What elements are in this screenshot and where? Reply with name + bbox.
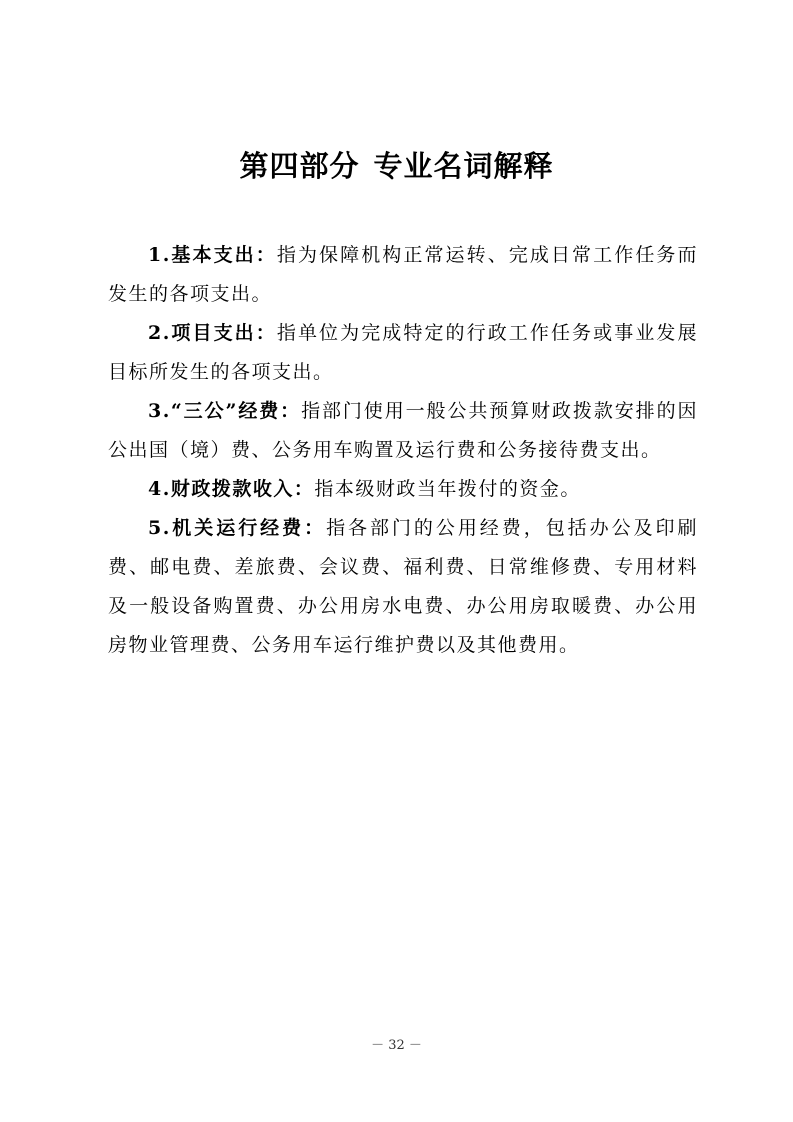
title-name: 专业名词解释 <box>373 149 554 183</box>
definition-text: 指部门使用一般公共预算财政拨款安排的因公出国（境）费、公务用车购置及运行费和公务接待费支出。 <box>108 400 698 461</box>
definition-fiscal-appropriation-income <box>108 470 698 509</box>
definition-basic-expenditure <box>108 236 698 314</box>
definition-text: 指单位为完成特定的行政工作任务或事业发展目标所发生的各项支出。 <box>108 322 698 383</box>
page-title <box>0 146 793 186</box>
definition-text: 指各部门的公用经费，包括办公及印刷费、邮电费、差旅费、会议费、福利费、日常维修费、专用材料及一般设备购置费、办公用房水电费、办公用房取暖费、办公用房物业管理费、公务用车运行维护费以及其他费用。 <box>108 517 698 656</box>
definition-term: 4.财政拨款收入： <box>148 478 315 500</box>
title-part: 第四部分 <box>239 149 360 183</box>
definition-text: 指为保障机构正常运转、完成日常工作任务而发生的各项支出。 <box>108 244 698 305</box>
definition-term: 1.基本支出： <box>148 244 277 266</box>
definition-term: 3.“三公”经费： <box>148 400 302 422</box>
definition-project-expenditure <box>108 314 698 392</box>
definition-agency-operating-funds <box>108 509 698 665</box>
definition-term: 5.机关运行经费： <box>148 517 327 539</box>
definition-three-public-funds <box>108 392 698 470</box>
definition-term: 2.项目支出： <box>148 322 277 344</box>
page-number: － 32 － <box>371 1038 422 1053</box>
definitions-section <box>108 236 698 665</box>
definition-text: 指本级财政当年拨付的资金。 <box>314 478 581 500</box>
